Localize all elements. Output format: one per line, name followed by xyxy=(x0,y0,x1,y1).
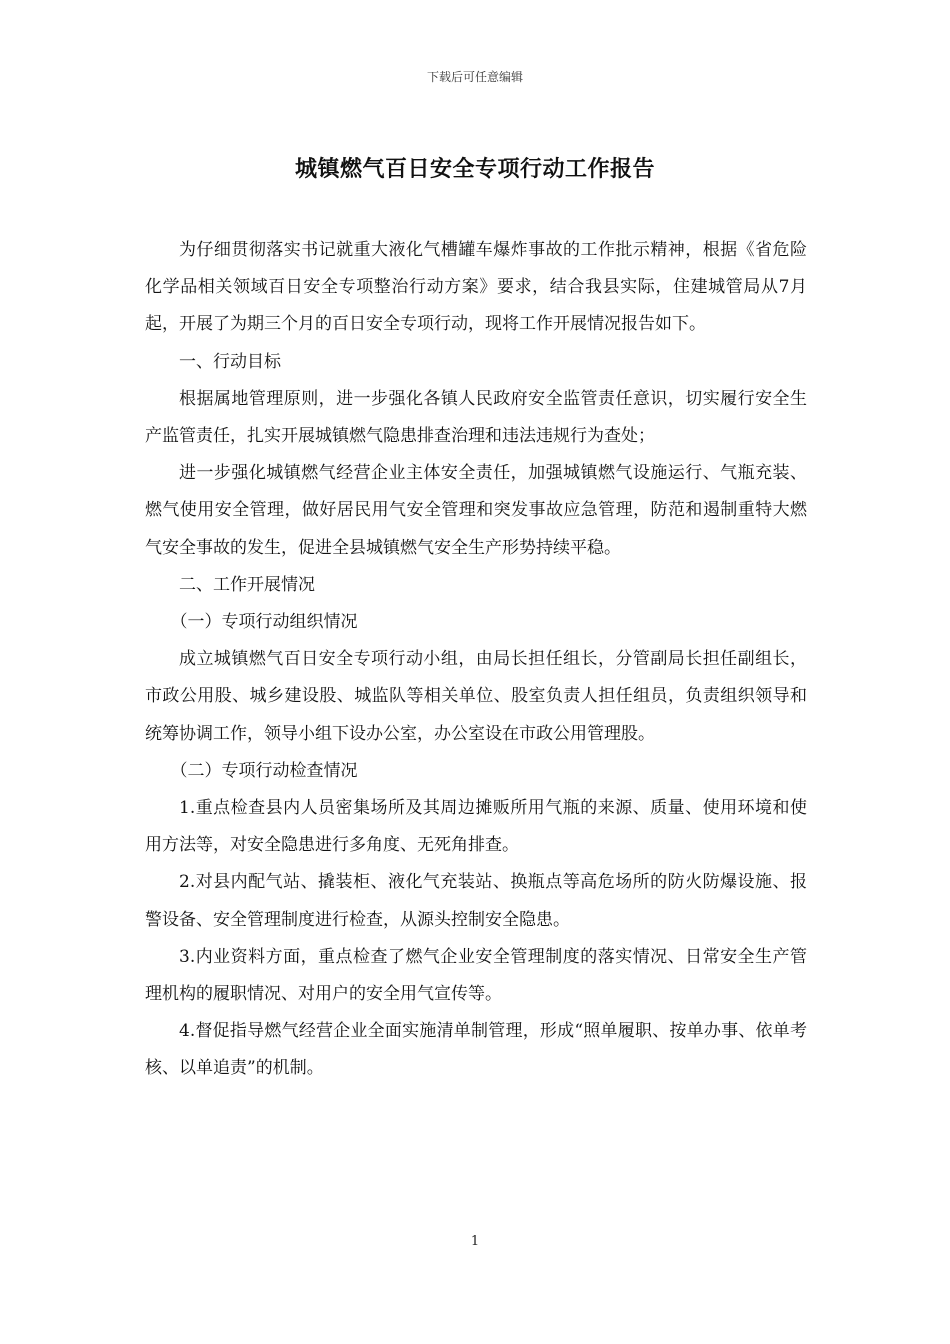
page-number: 1 xyxy=(470,1234,480,1249)
header-note: 下载后可任意编辑 xyxy=(426,70,523,84)
organization-paragraph: 成立城镇燃气百日安全专项行动小组，由局长担任组长，分管副局长担任副组长，市政公用股、城乡建设股、城监队等相关单位、股室负责人担任组员，负责组织领导和统筹协调工作，领导小组下设办公室，办公室设在市政公用管理股。 xyxy=(145,649,807,744)
subsection-heading-organization: （一）专项行动组织情况 xyxy=(170,612,358,633)
inspection-item-4: 4.督促指导燃气经营企业全面实施清单制管理，形成“照单履职、按单办事、依单考核、以单追责”的机制。 xyxy=(145,1021,807,1079)
section-heading-goals: 一、行动目标 xyxy=(179,351,281,372)
inspection-item-1: 1.重点检查县内人员密集场所及其周边摊贩所用气瓶的来源、质量、使用环境和使用方法等，对安全隐患进行多角度、无死角排查。 xyxy=(145,798,807,856)
section-heading-progress: 二、工作开展情况 xyxy=(179,574,315,595)
goal-paragraph-2: 进一步强化城镇燃气经营企业主体安全责任，加强城镇燃气设施运行、气瓶充装、燃气使用安全管理，做好居民用气安全管理和突发事故应急管理，防范和遏制重特大燃气安全事故的发生，促进全县城镇燃气安全生产形势持续平稳。 xyxy=(145,463,807,558)
goal-paragraph-1: 根据属地管理原则，进一步强化各镇人民政府安全监管责任意识，切实履行安全生产监管责任，扎实开展城镇燃气隐患排查治理和违法违规行为查处； xyxy=(145,388,807,447)
inspection-item-2: 2.对县内配气站、撬装柜、液化气充装站、换瓶点等高危场所的防火防爆设施、报警设备、安全管理制度进行检查，从源头控制安全隐患。 xyxy=(145,872,807,930)
intro-paragraph: 为仔细贯彻落实书记就重大液化气槽罐车爆炸事故的工作批示精神，根据《省危险化学品相关领域百日安全专项整治行动方案》要求，结合我县实际，住建城管局从7月起，开展了为期三个月的百日安全专项行动，现将工作开展情况报告如下。 xyxy=(145,240,807,335)
subsection-heading-inspection: （二）专项行动检查情况 xyxy=(170,760,358,781)
inspection-item-3: 3.内业资料方面，重点检查了燃气企业安全管理制度的落实情况、日常安全生产管理机构的履职情况、对用户的安全用气宣传等。 xyxy=(145,946,807,1005)
document-title: 城镇燃气百日安全专项行动工作报告 xyxy=(294,157,655,182)
document-body xyxy=(145,232,807,1088)
